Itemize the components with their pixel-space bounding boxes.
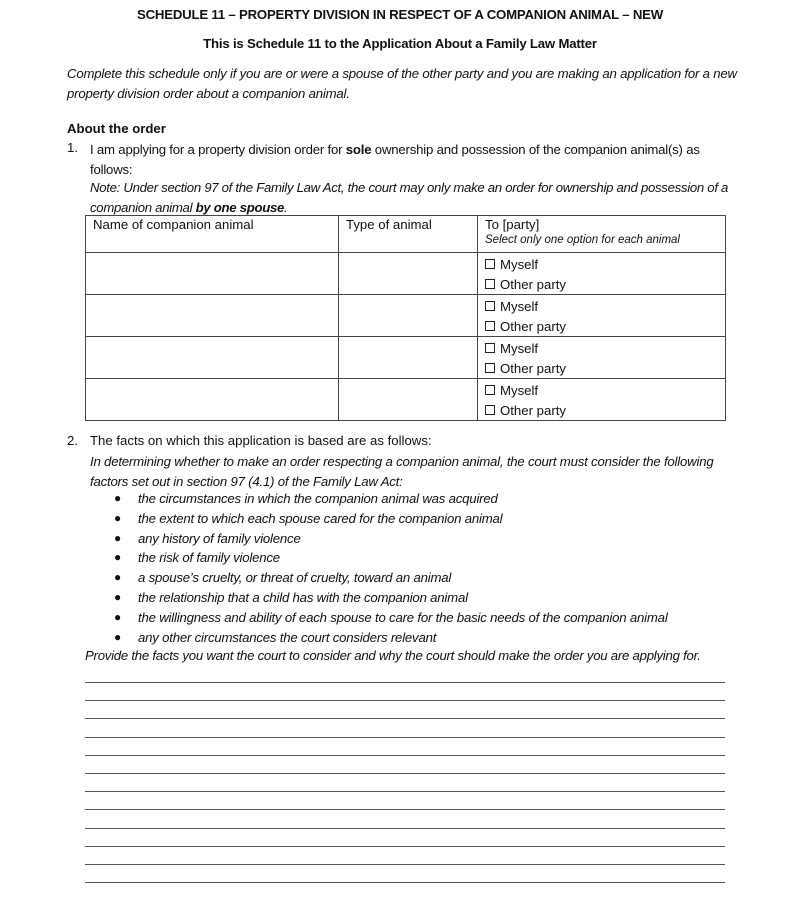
option-label: Other party [500,318,566,334]
answer-line[interactable] [85,719,725,737]
answer-line-input[interactable] [85,719,725,736]
bullet-icon: ● [114,629,122,644]
factor-text: any history of family violence [138,530,301,546]
table-row [86,379,726,421]
factor-item [110,588,668,608]
option-label: Other party [500,402,566,418]
option-label: Myself [500,382,539,398]
note-after: . [284,200,288,215]
option-label: Myself [500,340,539,356]
answer-line[interactable] [85,865,725,883]
option-label: Other party [500,276,566,292]
answer-line[interactable] [85,829,725,847]
factor-text: the willingness and ability of each spouse to care for the basic needs of the companion animal [138,609,668,625]
answer-line[interactable] [85,792,725,810]
option-other-party[interactable] [485,400,718,420]
option-other-party[interactable] [485,316,718,336]
table-header-row [86,216,726,253]
bullet-icon: ● [114,530,122,545]
checkbox-icon[interactable] [485,385,495,395]
note-bold: by one spouse [195,200,285,215]
item-1-number: 1. [67,140,78,155]
answer-line-input[interactable] [85,701,725,718]
table-row [86,253,726,295]
header-to-party [478,216,726,253]
intro-instructions: Complete this schedule only if you are or were a spouse of the other party and you are making an application for a new property division order about a companion animal. [67,66,737,101]
table-row [86,295,726,337]
option-other-party[interactable] [485,358,718,378]
checkbox-icon[interactable] [485,279,495,289]
option-myself[interactable] [485,380,718,400]
factor-text: the relationship that a child has with the companion animal [138,589,468,605]
factors-list [110,489,668,647]
checkbox-icon[interactable] [485,405,495,415]
item-1-text [90,140,740,180]
item-1-text-before: I am applying for a property division order for [90,142,346,157]
factors-intro: In determining whether to make an order respecting a companion animal, the court must consider the following factors set out in section 97 (4.1) of the Family Law Act: [90,454,714,489]
checkbox-icon[interactable] [485,259,495,269]
answer-line-input[interactable] [85,774,725,791]
factor-text: a spouse’s cruelty, or threat of cruelty, toward an animal [138,570,452,586]
answer-line-input[interactable] [85,865,725,882]
checkbox-icon[interactable] [485,343,495,353]
item-1-note [90,178,750,218]
party-options-cell [478,379,726,421]
factor-text: the risk of family violence [138,550,280,566]
factor-item [110,548,668,568]
party-options-cell [478,253,726,295]
animal-type-cell[interactable] [339,253,478,295]
animal-name-cell[interactable] [86,337,339,379]
factor-text: the extent to which each spouse cared for the companion animal [138,510,503,526]
option-label: Myself [500,256,539,272]
animal-name-cell[interactable] [86,253,339,295]
bullet-icon: ● [114,609,122,624]
answer-line-input[interactable] [85,810,725,827]
answer-line-input[interactable] [85,738,725,755]
item-1-text-bold: sole [345,142,372,157]
bullet-icon: ● [114,550,122,565]
option-label: Other party [500,360,566,376]
option-label: Myself [500,298,539,314]
animal-type-cell[interactable] [339,295,478,337]
provide-facts-instruction: Provide the facts you want the court to consider and why the court should make the order you are applying for. [85,648,701,663]
option-myself[interactable] [485,296,718,316]
answer-line-input[interactable] [85,847,725,864]
answer-line[interactable] [85,738,725,756]
header-type-of-animal: Type of animal [339,216,478,253]
factor-text: any other circumstances the court considers relevant [138,629,437,645]
factor-item [110,509,668,529]
header-to-party-hint: Select only one option for each animal [485,234,680,246]
schedule-title: SCHEDULE 11 – PROPERTY DIVISION IN RESPECT OF A COMPANION ANIMAL – NEW [136,7,664,22]
animal-type-cell[interactable] [339,379,478,421]
bullet-icon: ● [114,491,122,505]
answer-line[interactable] [85,847,725,865]
answer-line-input[interactable] [85,756,725,773]
table-row [86,337,726,379]
factor-item [110,628,668,648]
option-other-party[interactable] [485,274,718,294]
bullet-icon: ● [114,510,122,525]
facts-answer-area [85,682,725,883]
answer-line[interactable] [85,683,725,701]
answer-line-input[interactable] [85,829,725,846]
section-heading: About the order [67,121,166,136]
animal-name-cell[interactable] [86,295,339,337]
answer-line[interactable] [85,810,725,828]
factor-text: the circumstances in which the companion animal was acquired [138,491,498,506]
factor-item [110,568,668,588]
answer-line-input[interactable] [85,683,725,700]
option-myself[interactable] [485,338,718,358]
answer-line[interactable] [85,701,725,719]
item-2-text: The facts on which this application is based are as follows: [90,433,432,448]
party-options-cell [478,337,726,379]
schedule-subtitle: This is Schedule 11 to the Application About a Family Law Matter [203,36,597,51]
animal-type-cell[interactable] [339,337,478,379]
item-1-text-after: ownership and possession of the companion animal(s) as follows: [90,142,700,177]
bullet-icon: ● [114,589,122,604]
item-2-number: 2. [67,433,78,448]
bullet-icon: ● [114,570,122,585]
companion-animals-table [85,215,726,421]
factor-item [110,529,668,549]
header-to-party-label: To [party] [485,217,540,232]
factor-item [110,489,668,509]
note-before: Note: Under section 97 of the Family Law Act, the court may only make an order for ownership and possession of a companion animal [90,180,729,215]
checkbox-icon[interactable] [485,321,495,331]
header-name-of-animal: Name of companion animal [86,216,339,253]
checkbox-icon[interactable] [485,301,495,311]
answer-line-input[interactable] [85,792,725,809]
factor-item [110,608,668,628]
answer-line[interactable] [85,774,725,792]
animal-name-cell[interactable] [86,379,339,421]
option-myself[interactable] [485,254,718,274]
answer-line[interactable] [85,756,725,774]
party-options-cell [478,295,726,337]
checkbox-icon[interactable] [485,363,495,373]
